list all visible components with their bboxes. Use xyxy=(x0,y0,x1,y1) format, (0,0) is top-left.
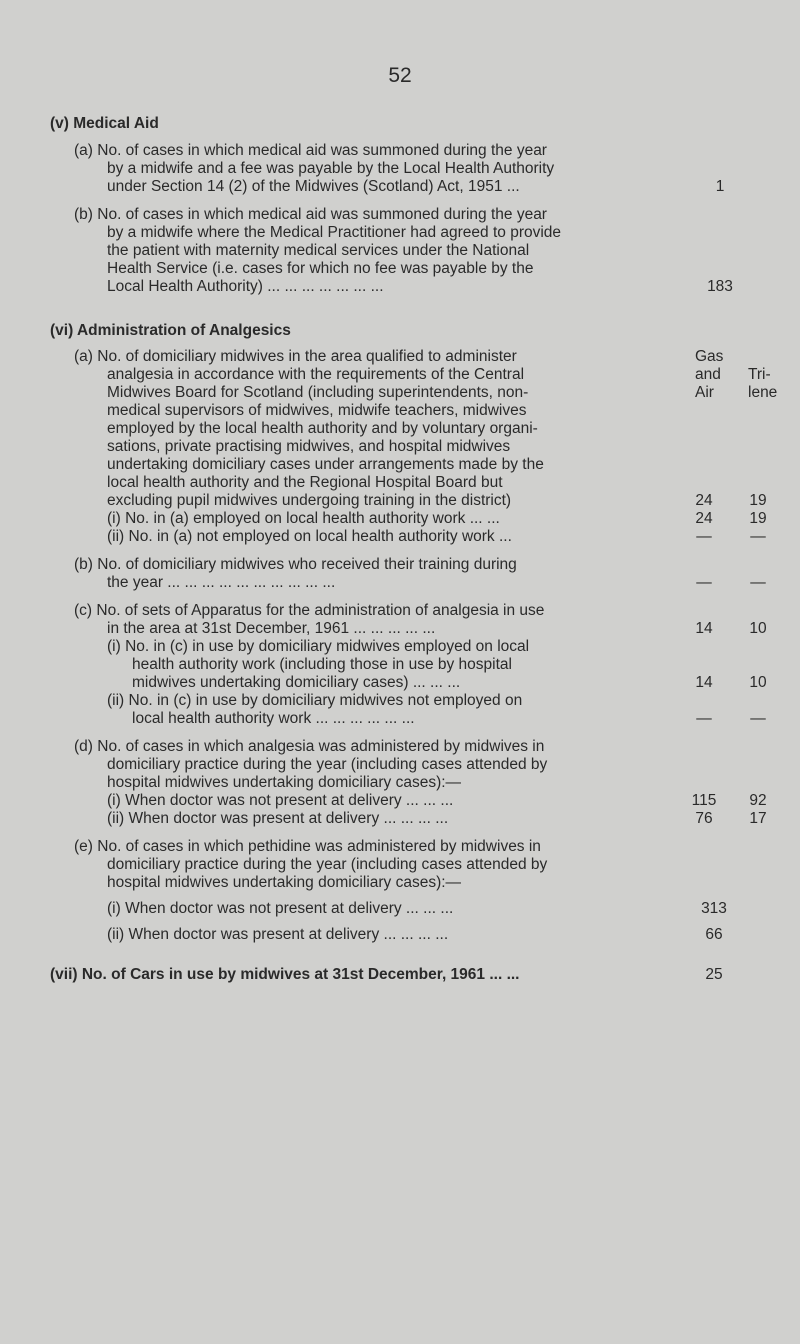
text-line: health authority work (including those in use by hospital xyxy=(132,656,512,673)
value-trilene: — xyxy=(750,528,766,545)
text-line: by a midwife and a fee was payable by the Local Health Authority xyxy=(107,160,555,177)
text-line: (ii) When doctor was present at delivery ... ... ... ... xyxy=(107,810,449,827)
value-trilene: 17 xyxy=(749,810,767,827)
section-v-title: (v) Medical Aid xyxy=(50,115,159,132)
text-line: the patient with maternity medical services under the National xyxy=(107,242,530,259)
text-line: Health Service (i.e. cases for which no fee was payable by the xyxy=(107,260,534,277)
text-line: (d) No. of cases in which analgesia was administered by midwives in xyxy=(74,738,545,755)
text-line: (i) When doctor was not present at delivery ... ... ... xyxy=(107,792,454,809)
header-line: Tri- xyxy=(748,366,771,383)
value-v-b: 183 xyxy=(707,278,733,295)
text-line: undertaking domiciliary cases under arrangements made by the xyxy=(107,456,544,473)
text-line: (i) No. in (c) in use by domiciliary midwives employed on local xyxy=(107,638,530,655)
text-line: (ii) No. in (c) in use by domiciliary midwives not employed on xyxy=(107,692,523,709)
text-line: (b) No. of domiciliary midwives who received their training during xyxy=(74,556,517,573)
text-line: employed by the local health authority and by voluntary organi- xyxy=(107,420,538,437)
value-trilene: 19 xyxy=(749,492,767,509)
text-line: medical supervisors of midwives, midwife teachers, midwives xyxy=(107,402,527,419)
text-line: (i) No. in (a) employed on local health authority work ... ... xyxy=(107,510,500,527)
header-line: Air xyxy=(695,384,714,401)
value-pethidine: 66 xyxy=(705,926,723,943)
text-line: Midwives Board for Scotland (including superintendents, non- xyxy=(107,384,529,401)
text-line: by a midwife where the Medical Practitioner had agreed to provide xyxy=(107,224,562,241)
header-line: lene xyxy=(748,384,778,401)
text-line: (c) No. of sets of Apparatus for the administration of analgesia in use xyxy=(74,602,545,619)
text-line: analgesia in accordance with the requirements of the Central xyxy=(107,366,525,383)
value-cars: 25 xyxy=(705,966,723,983)
value-gas-and-air: 14 xyxy=(695,674,713,691)
text-line: sations, private practising midwives, and hospital midwives xyxy=(107,438,511,455)
text-line: (e) No. of cases in which pethidine was administered by midwives in xyxy=(74,838,541,855)
value-gas-and-air: 14 xyxy=(695,620,713,637)
value-trilene: — xyxy=(750,710,766,727)
text-line: (a) No. of domiciliary midwives in the area qualified to administer xyxy=(74,348,517,365)
column-header-gas-and-air xyxy=(695,348,723,402)
text-line: domiciliary practice during the year (including cases attended by xyxy=(107,756,548,773)
value-trilene: — xyxy=(750,574,766,591)
text-line: (i) When doctor was not present at delivery ... ... ... xyxy=(107,900,454,917)
text-line: local health authority and the Regional Hospital Board but xyxy=(107,474,503,491)
value-gas-and-air: 24 xyxy=(695,510,713,527)
value-trilene: 10 xyxy=(749,674,767,691)
header-line: Gas xyxy=(695,348,724,365)
value-v-a: 1 xyxy=(715,178,725,195)
section-vi-title: (vi) Administration of Analgesics xyxy=(50,322,291,339)
value-gas-and-air: — xyxy=(696,528,712,545)
value-gas-and-air: 76 xyxy=(695,810,713,827)
value-trilene: 92 xyxy=(749,792,767,809)
page-number: 52 xyxy=(388,64,412,87)
text-line: the year ... ... ... ... ... ... ... ... ... ... xyxy=(107,574,336,591)
value-gas-and-air: — xyxy=(696,574,712,591)
value-gas-and-air: 115 xyxy=(691,792,717,809)
text-line: domiciliary practice during the year (including cases attended by xyxy=(107,856,548,873)
text-line: under Section 14 (2) of the Midwives (Scotland) Act, 1951 ... xyxy=(107,178,520,195)
text-line: hospital midwives undertaking domiciliary cases):— xyxy=(107,774,462,791)
value-trilene: 10 xyxy=(749,620,767,637)
section-vii-title: (vii) No. of Cars in use by midwives at 31st December, 1961 ... ... xyxy=(50,966,520,983)
value-trilene: 19 xyxy=(749,510,767,527)
text-line: hospital midwives undertaking domiciliary cases):— xyxy=(107,874,462,891)
text-line: (b) No. of cases in which medical aid was summoned during the year xyxy=(74,206,547,223)
text-line: excluding pupil midwives undergoing training in the district) xyxy=(107,492,512,509)
text-line: (ii) When doctor was present at delivery ... ... ... ... xyxy=(107,926,449,943)
text-line: (a) No. of cases in which medical aid was summoned during the year xyxy=(74,142,547,159)
text-line: midwives undertaking domiciliary cases) ... ... ... xyxy=(132,674,461,691)
text-line: (ii) No. in (a) not employed on local health authority work ... xyxy=(107,528,512,545)
text-line: in the area at 31st December, 1961 ... ... ... ... ... xyxy=(107,620,436,637)
column-header-trilene xyxy=(748,366,777,402)
value-pethidine: 313 xyxy=(701,900,727,917)
text-line: local health authority work ... ... ... ... ... ... xyxy=(132,710,415,727)
text-line: Local Health Authority) ... ... ... ... ... ... ... xyxy=(107,278,384,295)
header-line: and xyxy=(695,366,721,383)
value-gas-and-air: 24 xyxy=(695,492,713,509)
value-gas-and-air: — xyxy=(696,710,712,727)
